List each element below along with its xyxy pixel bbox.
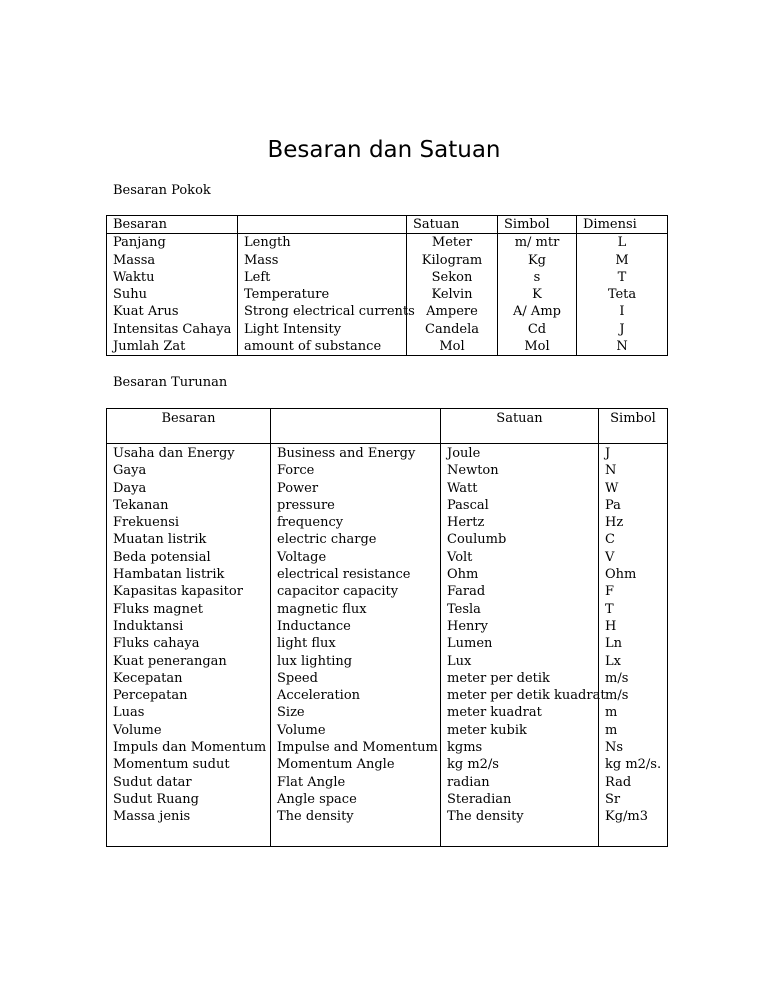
table-cell: Sekon: [407, 269, 498, 286]
table-cell: Sr: [599, 791, 668, 808]
table-cell: Meter: [407, 234, 498, 252]
table-cell: A/ Amp: [498, 303, 577, 320]
table-cell: Business and Energy: [271, 444, 441, 463]
table-cell: Tekanan: [107, 497, 271, 514]
table-cell: Massa jenis: [107, 808, 271, 825]
table-cell: Coulumb: [441, 531, 599, 548]
table-cell: Strong electrical currents: [238, 303, 407, 320]
table-cell: [271, 826, 441, 847]
table-cell: Mol: [407, 338, 498, 356]
table-cell: Impuls dan Momentum: [107, 739, 271, 756]
table-cell: N: [599, 462, 668, 479]
table-cell: Temperature: [238, 286, 407, 303]
table-cell: meter kubik: [441, 722, 599, 739]
section-label-besaran-turunan: Besaran Turunan: [113, 375, 228, 390]
table-row: [107, 321, 668, 338]
table-cell: m/s: [599, 687, 668, 704]
table-row: [107, 462, 668, 479]
table-cell: Induktansi: [107, 618, 271, 635]
table-row: [107, 497, 668, 514]
table-cell: Volt: [441, 549, 599, 566]
table-cell: Kelvin: [407, 286, 498, 303]
table-header-row: [107, 409, 668, 444]
table-cell: kgms: [441, 739, 599, 756]
header-satuan: Satuan: [441, 409, 599, 444]
table-cell: lux lighting: [271, 653, 441, 670]
table-cell: light flux: [271, 635, 441, 652]
table-padding-row: [107, 826, 668, 847]
table-cell: Force: [271, 462, 441, 479]
table-cell: H: [599, 618, 668, 635]
table-row: [107, 670, 668, 687]
table-cell: F: [599, 583, 668, 600]
table-cell: Farad: [441, 583, 599, 600]
table-cell: Daya: [107, 480, 271, 497]
table-cell: m: [599, 722, 668, 739]
table-row: [107, 234, 668, 252]
table-row: [107, 566, 668, 583]
table-row: [107, 338, 668, 356]
table-cell: Cd: [498, 321, 577, 338]
table-cell: Flat Angle: [271, 774, 441, 791]
table-cell: Sudut Ruang: [107, 791, 271, 808]
table-cell: m/s: [599, 670, 668, 687]
table-cell: Usaha dan Energy: [107, 444, 271, 463]
table-cell: Volume: [107, 722, 271, 739]
table-cell: Pascal: [441, 497, 599, 514]
table-row: [107, 286, 668, 303]
table-cell: Size: [271, 704, 441, 721]
table-cell: Kapasitas kapasitor: [107, 583, 271, 600]
table-cell: [107, 826, 271, 847]
table-row: [107, 444, 668, 463]
table-cell: Ohm: [441, 566, 599, 583]
table-cell: Impulse and Momentum: [271, 739, 441, 756]
table-cell: Momentum sudut: [107, 756, 271, 773]
table-cell: K: [498, 286, 577, 303]
table-cell: Lumen: [441, 635, 599, 652]
table-cell: Frekuensi: [107, 514, 271, 531]
table-cell: s: [498, 269, 577, 286]
header-english: [271, 409, 441, 444]
table-cell: Massa: [107, 252, 238, 269]
table-cell: The density: [271, 808, 441, 825]
table-cell: Hertz: [441, 514, 599, 531]
table-cell: Teta: [577, 286, 668, 303]
table-cell: Acceleration: [271, 687, 441, 704]
table-cell: pressure: [271, 497, 441, 514]
table-cell: Inductance: [271, 618, 441, 635]
table-cell: Jumlah Zat: [107, 338, 238, 356]
table-cell: Fluks magnet: [107, 601, 271, 618]
table-cell: Kecepatan: [107, 670, 271, 687]
table-cell: Left: [238, 269, 407, 286]
table-cell: J: [599, 444, 668, 463]
header-besaran: Besaran: [107, 216, 238, 234]
table-cell: T: [599, 601, 668, 618]
table-cell: Angle space: [271, 791, 441, 808]
table-row: [107, 531, 668, 548]
table-row: [107, 514, 668, 531]
table-cell: Lux: [441, 653, 599, 670]
header-satuan: Satuan: [407, 216, 498, 234]
table-cell: kg m2/s: [441, 756, 599, 773]
table-row: [107, 739, 668, 756]
table-cell: amount of substance: [238, 338, 407, 356]
table-cell: Tesla: [441, 601, 599, 618]
table-cell: M: [577, 252, 668, 269]
table-row: [107, 808, 668, 825]
table-row: [107, 774, 668, 791]
table-cell: Fluks cahaya: [107, 635, 271, 652]
table-row: [107, 303, 668, 320]
table-cell: Pa: [599, 497, 668, 514]
table-row: [107, 722, 668, 739]
table-cell: Hz: [599, 514, 668, 531]
table-cell: meter per detik kuadrat: [441, 687, 599, 704]
table-row: [107, 791, 668, 808]
table-cell: Ns: [599, 739, 668, 756]
table-cell: [441, 826, 599, 847]
table-cell: Light Intensity: [238, 321, 407, 338]
table-row: [107, 269, 668, 286]
table-cell: L: [577, 234, 668, 252]
table-cell: Percepatan: [107, 687, 271, 704]
table-row: [107, 635, 668, 652]
table-header-row: [107, 216, 668, 234]
table-cell: The density: [441, 808, 599, 825]
header-simbol: Simbol: [498, 216, 577, 234]
header-besaran: Besaran: [107, 409, 271, 444]
table-cell: Kg/m3: [599, 808, 668, 825]
table-cell: meter per detik: [441, 670, 599, 687]
table-cell: Hambatan listrik: [107, 566, 271, 583]
table-cell: Ln: [599, 635, 668, 652]
table-row: [107, 583, 668, 600]
table-cell: m/ mtr: [498, 234, 577, 252]
table-cell: m: [599, 704, 668, 721]
table-cell: C: [599, 531, 668, 548]
table-cell: J: [577, 321, 668, 338]
table-cell: N: [577, 338, 668, 356]
table-cell: Ampere: [407, 303, 498, 320]
table-row: [107, 653, 668, 670]
table-cell: Gaya: [107, 462, 271, 479]
table-cell: magnetic flux: [271, 601, 441, 618]
besaran-turunan-table: [106, 408, 668, 847]
table-row: [107, 601, 668, 618]
table-cell: Kuat penerangan: [107, 653, 271, 670]
table-cell: Sudut datar: [107, 774, 271, 791]
table-cell: Volume: [271, 722, 441, 739]
table-cell: radian: [441, 774, 599, 791]
table-cell: Newton: [441, 462, 599, 479]
table-cell: kg m2/s.: [599, 756, 668, 773]
table-cell: Speed: [271, 670, 441, 687]
table-row: [107, 756, 668, 773]
table-cell: V: [599, 549, 668, 566]
table-cell: capacitor capacity: [271, 583, 441, 600]
table-cell: Rad: [599, 774, 668, 791]
header-english: [238, 216, 407, 234]
table-cell: Kilogram: [407, 252, 498, 269]
table-cell: Power: [271, 480, 441, 497]
table-cell: Voltage: [271, 549, 441, 566]
section-label-besaran-pokok: Besaran Pokok: [113, 183, 211, 198]
table-row: [107, 704, 668, 721]
table-cell: electrical resistance: [271, 566, 441, 583]
table-cell: Steradian: [441, 791, 599, 808]
table-cell: Watt: [441, 480, 599, 497]
table-row: [107, 687, 668, 704]
table-cell: Mass: [238, 252, 407, 269]
besaran-pokok-table: [106, 215, 668, 356]
table-row: [107, 618, 668, 635]
header-dimensi: Dimensi: [577, 216, 668, 234]
table-cell: [599, 826, 668, 847]
table-cell: Luas: [107, 704, 271, 721]
table-cell: Joule: [441, 444, 599, 463]
table-cell: Intensitas Cahaya: [107, 321, 238, 338]
table-cell: W: [599, 480, 668, 497]
table-row: [107, 252, 668, 269]
table-cell: Waktu: [107, 269, 238, 286]
table-cell: Panjang: [107, 234, 238, 252]
table-cell: Ohm: [599, 566, 668, 583]
table-cell: T: [577, 269, 668, 286]
table-cell: Henry: [441, 618, 599, 635]
table-cell: Momentum Angle: [271, 756, 441, 773]
page-title: Besaran dan Satuan: [267, 137, 501, 163]
header-simbol: Simbol: [599, 409, 668, 444]
table-cell: meter kuadrat: [441, 704, 599, 721]
table-cell: Lx: [599, 653, 668, 670]
table-cell: Muatan listrik: [107, 531, 271, 548]
table-row: [107, 549, 668, 566]
table-cell: I: [577, 303, 668, 320]
table-cell: Candela: [407, 321, 498, 338]
table-cell: Mol: [498, 338, 577, 356]
table-row: [107, 480, 668, 497]
table-cell: Kuat Arus: [107, 303, 238, 320]
table-cell: frequency: [271, 514, 441, 531]
table-cell: Suhu: [107, 286, 238, 303]
table-cell: Beda potensial: [107, 549, 271, 566]
table-cell: Length: [238, 234, 407, 252]
table-cell: electric charge: [271, 531, 441, 548]
table-cell: Kg: [498, 252, 577, 269]
